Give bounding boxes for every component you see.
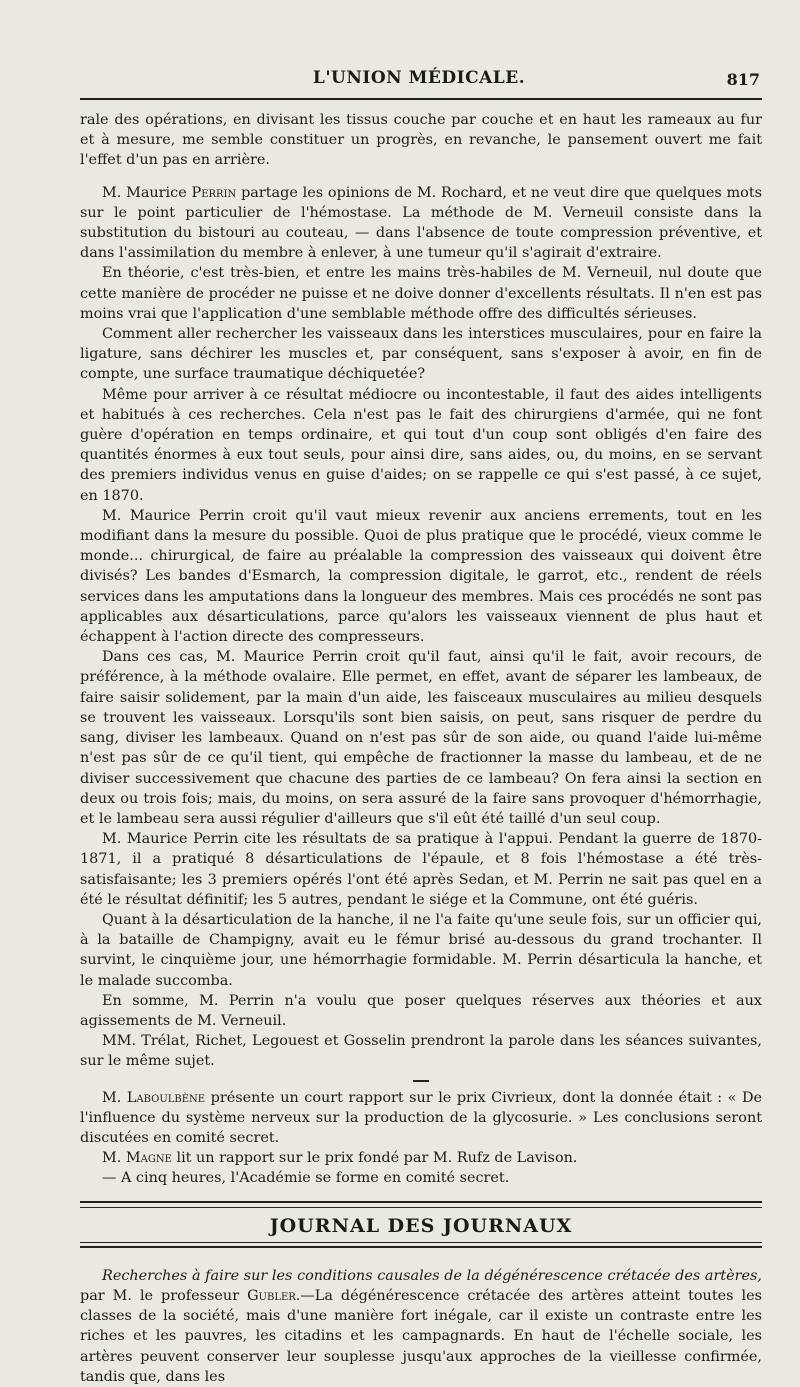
paragraph: Même pour arriver à ce résultat médiocre ou incontestable, il faut des aides intelligents et habitués à ces recherches. Cela n'est pas le fait des chirurgiens d'armée, qui ne font guère d'opération en temps ordinaire, et qui tout d'un coup sont obligés d'en faire des quantités énormes à eux tout seuls, pour ainsi dire, sans aides, ou, du moins, en se servant des premiers individus venus en guise d'aides; on se rappelle ce qui s'est passé, à ce sujet, en 1870. <box>80 386 762 504</box>
author-name: Gubler. <box>247 1287 301 1304</box>
running-header <box>78 62 760 96</box>
journal-entry: Recherches à faire sur les conditions causales de la dégénérescence crétacée des artères, par M. le professeur Gubler.—La dégénérescence crétacée des artères atteint toutes les classes de la société, mais d'une manière fort inégale, car il existe un contraste entre les riches et les pauvres, les citadins et les campagnards. En haut de l'échelle sociale, les artères peuvent conserver leur souplesse jusqu'aux approches de la vieillesse confirmée, tandis que, dans les <box>80 1267 762 1385</box>
header-rule <box>80 98 762 100</box>
paragraph: Quant à la désarticulation de la hanche, il ne l'a faite qu'une seule fois, sur un officier qui, à la bataille de Champigny, avait eu le fémur brisé au-dessous du grand trochanter. Il survint, le cinquième jour, une hémorrhagie formidable. M. Perrin désarticula la hanche, et le malade succomba. <box>80 911 762 989</box>
speaker-name: Magne <box>125 1150 172 1167</box>
paragraph: En théorie, c'est très-bien, et entre les mains très-habiles de M. Verneuil, nul doute que cette manière de procéder ne puisse et ne doive donner d'excellents résultats. Il n'en est pas moins vrai que l'application d'une semblable méthode offre des difficultés sérieuses. <box>80 265 762 322</box>
paragraph: — A cinq heures, l'Académie se forme en comité secret. <box>102 1170 510 1187</box>
page-number: 817 <box>726 70 760 89</box>
paragraph: M. Magne lit un rapport sur le prix fondé par M. Rufz de Lavison. <box>102 1150 578 1167</box>
paragraph: M. Maurice Perrin partage les opinions de M. Rochard, et ne veut dire que quelques mots sur le point particulier de l'hémostase. La méthode de M. Verneuil consiste dans la substitution du bistouri au couteau, — dans l'absence de toute compression préventive, et dans l'assimilation du membre à enlever, à une tumeur qu'il s'agirait d'extraire. <box>80 184 763 262</box>
section-rule-top <box>80 1201 762 1208</box>
paragraph: Comment aller rechercher les vaisseaux dans les interstices musculaires, pour en faire la ligature, sans déchirer les muscles et, par conséquent, sans s'exposer à avoir, en fin de compte, une surface traumatique déchiquetée? <box>80 326 762 383</box>
short-separator <box>413 1080 429 1082</box>
paragraph: Dans ces cas, M. Maurice Perrin croit qu'il faut, ainsi qu'il le fait, avoir recours, de préférence, à la méthode ovalaire. Elle permet, en effet, avant de séparer les lambeaux, de faire saisir solidement, par la main d'un aide, les faisceaux musculaires au milieu desquels se trouvent les vaisseaux. Lorsqu'ils sont bien saisis, on peut, sans risquer de perdre du sang, diviser les lambeaux. Quand on n'est pas sûr de son aide, ou quand l'aide lui-même n'est pas sûr de ce qu'il tient, qui empêche de fractionner la masse du lambeau, et de ne diviser successivement que chacune des parties de ce lambeau? On fera ainsi la section en deux ou trois fois; mais, du moins, on sera assuré de la faire sans provoquer d'hémorrhagie, et le lambeau sera aussi régulier d'ailleurs que s'il eût été taillé d'un seul coup. <box>80 649 762 827</box>
paragraph: En somme, M. Perrin n'a voulu que poser quelques réserves aux théories et aux agissements de M. Verneuil. <box>80 992 762 1029</box>
article-body <box>80 110 762 1387</box>
paragraph: rale des opérations, en divisant les tissus couche par couche et en haut les rameaux au fur et à mesure, me semble constituer un progrès, en revanche, le pansement ouvert me fait l'effet d'un pas en arrière. <box>80 112 762 169</box>
paragraph: M. Laboulbène présente un court rapport sur le prix Civrieux, dont la donnée était : « De l'influence du système nerveux sur la production de la glycosurie. » Les conclusions seront discutées en comité secret. <box>80 1089 762 1146</box>
section-rule-bottom <box>80 1242 762 1248</box>
section-title: JOURNAL DES JOURNAUX <box>269 1214 573 1237</box>
entry-title: Recherches à faire sur les conditions causales de la dégénérescence crétacée des artères, <box>102 1267 762 1284</box>
paragraph: MM. Trélat, Richet, Legouest et Gosselin prendront la parole dans les séances suivantes, sur le même sujet. <box>80 1033 762 1070</box>
speaker-name: Laboulbène <box>126 1089 206 1106</box>
paragraph: M. Maurice Perrin croit qu'il vaut mieux revenir aux anciens errements, tout en les modifiant dans la mesure du possible. Quoi de plus pratique que le procédé, vieux comme le monde... chirurgical, de faire au préalable la compression des vaisseaux qui doivent être divisés? Les bandes d'Esmarch, la compression digitale, le garrot, etc., rendent de réels services dans les amputations dans la longueur des membres. Mais ces procédés ne sont pas applicables aux désarticulations, parce qu'alors les vaisseaux viennent de plus haut et échappent à l'action directe des compresseurs. <box>80 507 762 646</box>
journal-title: L'UNION MÉDICALE. <box>312 68 526 88</box>
paragraph: M. Maurice Perrin cite les résultats de sa pratique à l'appui. Pendant la guerre de 1870-1871, il a pratiqué 8 désarticulations de l'épaule, et 8 fois l'hémostase a été très-satisfaisante; les 3 premiers opérés l'ont été après Sedan, et M. Perrin ne sait pas quel en a été le résultat définitif; les 5 autres, pendant le siége et la Commune, ont été guéris. <box>80 831 762 908</box>
speaker-name: Perrin <box>191 184 237 201</box>
